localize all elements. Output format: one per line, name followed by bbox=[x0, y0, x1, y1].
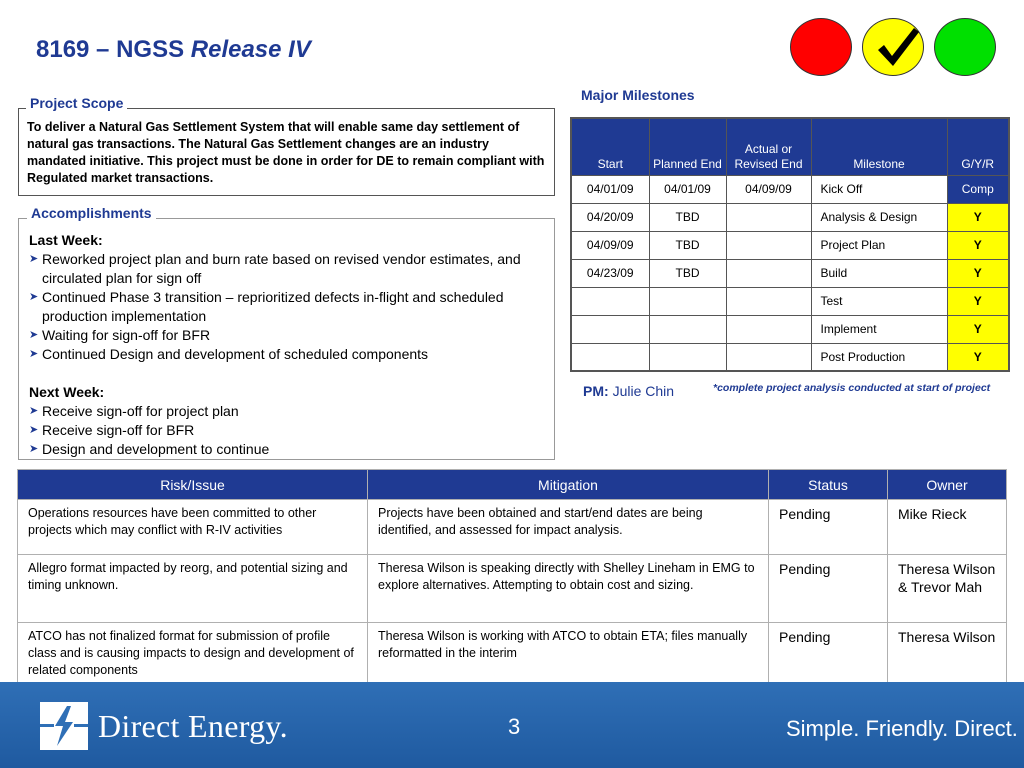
cell-risk: ATCO has not finalized format for submission of profile class and is causing impacts to design and development of related components bbox=[18, 623, 368, 685]
cell-planned: 04/01/09 bbox=[649, 175, 726, 203]
cell-milestone: Test bbox=[811, 287, 947, 315]
list-item: ➤ Continued Phase 3 transition – reprioritized defects in-flight and scheduled production implementation bbox=[29, 289, 504, 324]
cell-mitigation: Theresa Wilson is speaking directly with Shelley Lineham in EMG to explore alternatives. Attempting to obtain cost and sizing. bbox=[368, 555, 769, 623]
col-header-gyr: G/Y/R bbox=[947, 118, 1009, 175]
status-badge: Y bbox=[947, 259, 1009, 287]
arrow-bullet-icon: ➤ bbox=[29, 443, 39, 455]
footer-bar bbox=[0, 682, 1024, 768]
list-item: ➤ Continued Design and development of scheduled components bbox=[29, 346, 429, 362]
cell-milestone: Project Plan bbox=[811, 231, 947, 259]
cell-milestone: Kick Off bbox=[811, 175, 947, 203]
cell-milestone: Build bbox=[811, 259, 947, 287]
pm-label: PM: bbox=[583, 383, 609, 399]
cell-start bbox=[571, 343, 649, 371]
list-item: ➤ Receive sign-off for project plan bbox=[29, 403, 239, 419]
cell-owner: Theresa Wilson bbox=[888, 623, 1007, 685]
cell-actual bbox=[726, 259, 811, 287]
pm-name: Julie Chin bbox=[612, 383, 675, 399]
cell-mitigation: Projects have been obtained and start/end dates are being identified, and assessed for impact analysis. bbox=[368, 500, 769, 555]
cell-actual bbox=[726, 231, 811, 259]
project-scope-box bbox=[18, 108, 555, 196]
risk-issue-table bbox=[17, 469, 1007, 685]
cell-planned: TBD bbox=[649, 259, 726, 287]
status-lights bbox=[790, 18, 1000, 80]
slide-title-main: 8169 – NGSS bbox=[36, 36, 191, 63]
col-header-actual-end: Actual or Revised End bbox=[726, 118, 811, 175]
table-row bbox=[571, 343, 1009, 371]
col-header-start: Start bbox=[571, 118, 649, 175]
cell-planned bbox=[649, 343, 726, 371]
cell-status: Pending bbox=[769, 623, 888, 685]
project-scope-text: To deliver a Natural Gas Settlement System that will enable same day settlement of natural gas transactions. The Natural Gas Settlement changes are an industry mandated initiative. This project must be done in order for DE to remain compliant with Regulated market transactions. bbox=[27, 120, 545, 185]
red-light-icon bbox=[790, 18, 852, 76]
cell-planned bbox=[649, 287, 726, 315]
milestones-table bbox=[570, 117, 1010, 372]
col-header-milestone: Milestone bbox=[811, 118, 947, 175]
cell-owner: Mike Rieck bbox=[888, 500, 1007, 555]
cell-milestone: Post Production bbox=[811, 343, 947, 371]
cell-start: 04/23/09 bbox=[571, 259, 649, 287]
cell-start: 04/09/09 bbox=[571, 231, 649, 259]
cell-milestone: Analysis & Design bbox=[811, 203, 947, 231]
cell-risk: Allegro format impacted by reorg, and potential sizing and timing unknown. bbox=[18, 555, 368, 623]
cell-mitigation: Theresa Wilson is working with ATCO to obtain ETA; files manually reformatted in the interim bbox=[368, 623, 769, 685]
cell-status: Pending bbox=[769, 500, 888, 555]
arrow-bullet-icon: ➤ bbox=[29, 348, 39, 360]
col-header-planned-end: Planned End bbox=[649, 118, 726, 175]
table-row bbox=[571, 231, 1009, 259]
table-row bbox=[571, 315, 1009, 343]
brand-tagline: Simple. Friendly. Direct. bbox=[786, 716, 1018, 741]
arrow-bullet-icon: ➤ bbox=[29, 405, 39, 417]
cell-owner: Theresa Wilson & Trevor Mah bbox=[888, 555, 1007, 623]
project-manager bbox=[583, 383, 674, 399]
cell-actual bbox=[726, 315, 811, 343]
last-week-heading: Last Week: bbox=[29, 232, 103, 248]
cell-actual bbox=[726, 287, 811, 315]
list-item: ➤ Reworked project plan and burn rate based on revised vendor estimates, and circulated plan for sign off bbox=[29, 251, 521, 286]
green-light-icon bbox=[934, 18, 996, 76]
status-badge: Comp bbox=[947, 175, 1009, 203]
status-badge: Y bbox=[947, 315, 1009, 343]
cell-start: 04/01/09 bbox=[571, 175, 649, 203]
arrow-bullet-icon: ➤ bbox=[29, 329, 39, 341]
arrow-bullet-icon: ➤ bbox=[29, 253, 39, 265]
status-badge: Y bbox=[947, 287, 1009, 315]
status-badge: Y bbox=[947, 343, 1009, 371]
brand-name: Direct Energy. bbox=[98, 708, 288, 744]
col-header-mitigation: Mitigation bbox=[368, 470, 769, 500]
milestones-header-row bbox=[571, 118, 1009, 175]
arrow-bullet-icon: ➤ bbox=[29, 424, 39, 436]
accomplishments-box bbox=[18, 218, 555, 460]
col-header-status: Status bbox=[769, 470, 888, 500]
cell-status: Pending bbox=[769, 555, 888, 623]
next-week-heading: Next Week: bbox=[29, 384, 105, 400]
milestone-footnote: *complete project analysis conducted at start of project bbox=[713, 382, 991, 394]
cell-start bbox=[571, 287, 649, 315]
table-row bbox=[18, 623, 1007, 685]
status-badge: Y bbox=[947, 203, 1009, 231]
checkmark-icon bbox=[872, 24, 922, 70]
cell-planned: TBD bbox=[649, 203, 726, 231]
cell-actual: 04/09/09 bbox=[726, 175, 811, 203]
list-item: ➤ Design and development to continue bbox=[29, 441, 270, 457]
cell-start: 04/20/09 bbox=[571, 203, 649, 231]
col-header-owner: Owner bbox=[888, 470, 1007, 500]
cell-actual bbox=[726, 343, 811, 371]
list-item: ➤ Waiting for sign-off for BFR bbox=[29, 327, 211, 343]
table-row bbox=[571, 287, 1009, 315]
risk-header-row bbox=[18, 470, 1007, 500]
table-row bbox=[571, 203, 1009, 231]
list-item: ➤ Receive sign-off for BFR bbox=[29, 422, 195, 438]
cell-milestone: Implement bbox=[811, 315, 947, 343]
cell-planned bbox=[649, 315, 726, 343]
slide-title-release: Release IV bbox=[190, 36, 311, 63]
page-number: 3 bbox=[508, 714, 521, 739]
slide-title bbox=[36, 36, 311, 64]
arrow-bullet-icon: ➤ bbox=[29, 291, 39, 303]
cell-start bbox=[571, 315, 649, 343]
status-badge: Y bbox=[947, 231, 1009, 259]
col-header-risk: Risk/Issue bbox=[18, 470, 368, 500]
cell-risk: Operations resources have been committed to other projects which may conflict with R-IV activities bbox=[18, 500, 368, 555]
direct-energy-logo-icon bbox=[40, 702, 88, 750]
accomplishments-label: Accomplishments bbox=[27, 205, 156, 221]
table-row bbox=[571, 175, 1009, 203]
project-scope-label: Project Scope bbox=[26, 95, 127, 111]
cell-actual bbox=[726, 203, 811, 231]
table-row bbox=[18, 555, 1007, 623]
cell-planned: TBD bbox=[649, 231, 726, 259]
table-row bbox=[571, 259, 1009, 287]
table-row bbox=[18, 500, 1007, 555]
milestones-label: Major Milestones bbox=[581, 87, 695, 103]
